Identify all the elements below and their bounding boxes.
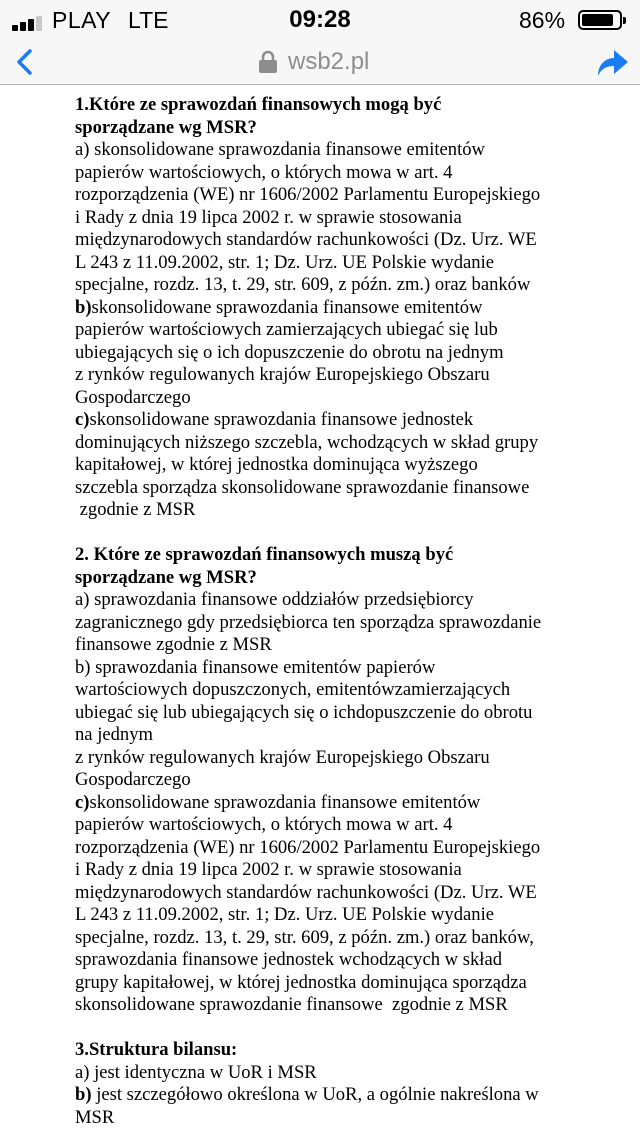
share-button[interactable] [594,46,630,80]
url-text: wsb2.pl [288,48,370,75]
browser-nav-bar [0,40,640,85]
question-1-title: 1.Które ze sprawozdań finansowych mogą być [75,94,442,115]
question-2-option-c: c)skonsolidowane sprawozdania finansowe emitentów papierów wartościowych, o których mowa w art. 4 rozporządzenia (WE) nr 1606/2002 Parlamentu Europejskiego i Rady z dnia 19 lipca 2002 r. w sprawie stosowania międzynarodowych standardów rachunkowości (Dz. Urz. WE L 243 z 11.09.2002, str. 1; Dz. Urz. UE Polskie wydanie specjalne, rozdz. 13, t. 29, str. 609, z późn. zm.) oraz banków, sprawozdania finansowe jednostek wchodzących w skład grupy kapitałowej, w której jednostka dominująca sporządza skonsolidowane sprawozdanie finansowe zgodnie z MSR [75,791,541,1015]
question-3-option-b: b) jest szczegółowo określona w UoR, a ogólnie nakreślona w MSR [75,1084,539,1128]
question-3-option-a: a) jest identyczna w UoR i MSR [75,1061,317,1083]
battery-percentage: 86% [519,7,566,33]
chevron-left-icon [10,46,44,78]
question-1-option-a: a) skonsolidowane sprawozdania finansowe emitentów papierów wartościowych, o których mowa w art. 4 rozporządzenia (WE) nr 1606/2002 Parlamentu Europejskiego i Rady z dnia 19 lipca 2002 r. w sprawie stosowania międzynarodowych standardów rachunkowości (Dz. Urz. WE L 243 z 11.09.2002, str. 1; Dz. Urz. UE Polskie wydanie specjalne, rozdz. 13, t. 29, str. 609, z późn. zm.) oraz banków [75,139,541,295]
question-1-title-cont: sporządzane wg MSR? [75,116,257,138]
question-2-option-b: b) sprawozdania finansowe emitentów papierów wartościowych dopuszczonych, emitentówzamierzających ubiegać się lub ubiegających się o ichdopuszczenie do obrotu na jednym z rynków regulowanych krajów Europejskiego Obszaru Gospodarczego [75,656,533,790]
question-2-title: 2. Które ze sprawozdań finansowych muszą być [75,544,454,565]
lock-icon [258,50,278,74]
question-1-option-c: c)skonsolidowane sprawozdania finansowe jednostek dominujących niższego szczebla, wchodzących w skład grupy kapitałowej, w której jednostka dominująca wyższego szczebla sporządza skonsolidowane sprawozdanie finansowe zgodnie z MSR [75,409,539,520]
address-bar[interactable] [258,48,369,76]
battery-fill [582,14,613,26]
status-bar [0,0,640,40]
page-content [75,94,635,1129]
question-2-title-cont: sporządzane wg MSR? [75,566,257,588]
network-type: LTE [128,7,169,33]
battery-icon [578,10,622,30]
status-time: 09:28 [289,6,351,33]
question-1-option-b: b)skonsolidowane sprawozdania finansowe emitentów papierów wartościowych zamierzających ubiegać się lub ubiegających się o ich dopuszczenie do obrotu na jednym z rynków regulowanych krajów Europejskiego Obszaru Gospodarczego [75,296,504,408]
question-3-title: 3.Struktura bilansu: [75,1039,238,1060]
carrier-name: PLAY [52,7,112,33]
share-arrow-icon [594,46,630,80]
back-button[interactable] [10,46,44,78]
question-2-option-a: a) sprawozdania finansowe oddziałów przedsiębiorcy zagranicznego gdy przedsiębiorca ten sporządza sprawozdanie finansowe zgodnie z MSR [75,589,542,655]
